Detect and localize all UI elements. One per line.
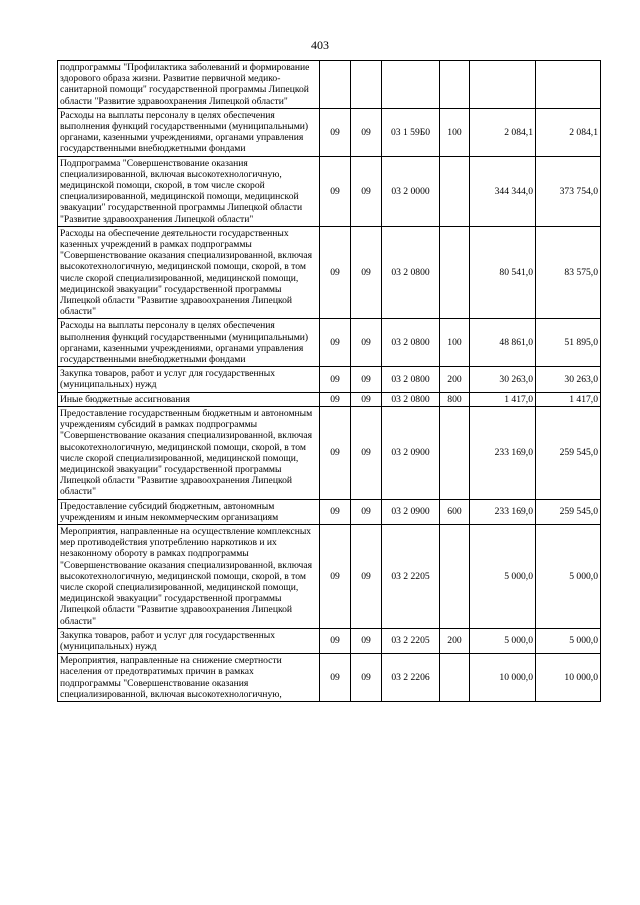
- row-name: подпрограммы "Профилактика заболеваний и формирование здорового образа жизни. Развитие первичной медико-санитарной помощи" государственной программы Липецкой области "Развитие здравоохранения Липецкой области": [58, 61, 320, 109]
- section-code: 09: [320, 392, 351, 406]
- amount-year-1: 80 541,0: [470, 226, 536, 319]
- section-code: 09: [320, 406, 351, 499]
- table-row: [58, 226, 601, 319]
- subsection-code: 09: [351, 499, 382, 524]
- target-article-code: 03 2 2205: [382, 628, 440, 653]
- table-row: [58, 61, 601, 109]
- subsection-code: 09: [351, 319, 382, 367]
- table-row: [58, 499, 601, 524]
- expense-type-code: 100: [440, 319, 470, 367]
- target-article-code: 03 2 0800: [382, 392, 440, 406]
- row-name: Мероприятия, направленные на осуществление комплексных мер противодействия употреблению наркотиков и их незаконному обороту в рамках подпрограммы "Совершенствование оказания специализированной, включая высокотехнологичную, медицинской помощи, скорой, в том числе скорой специализированной, медицинской помощи, медицинской эвакуации" государственной программы Липецкой области "Развитие здравоохранения Липецкой области": [58, 524, 320, 628]
- row-name: Предоставление субсидий бюджетным, автономным учреждениям и иным некоммерческим организациям: [58, 499, 320, 524]
- target-article-code: [382, 61, 440, 109]
- amount-year-1: 233 169,0: [470, 499, 536, 524]
- row-name: Закупка товаров, работ и услуг для государственных (муниципальных) нужд: [58, 628, 320, 653]
- expense-type-code: 800: [440, 392, 470, 406]
- section-code: 09: [320, 108, 351, 156]
- amount-year-1: 48 861,0: [470, 319, 536, 367]
- section-code: 09: [320, 226, 351, 319]
- section-code: 09: [320, 367, 351, 392]
- subsection-code: 09: [351, 156, 382, 226]
- expense-type-code: [440, 524, 470, 628]
- section-code: [320, 61, 351, 109]
- amount-year-1: 233 169,0: [470, 406, 536, 499]
- subsection-code: [351, 61, 382, 109]
- section-code: 09: [320, 499, 351, 524]
- row-name: Закупка товаров, работ и услуг для государственных (муниципальных) нужд: [58, 367, 320, 392]
- expense-type-code: 200: [440, 628, 470, 653]
- row-name: Предоставление государственным бюджетным и автономным учреждениям субсидий в рамках подпрограммы "Совершенствование оказания специализированной, включая высокотехнологичную, медицинской помощи, скорой, в том числе скорой специализированной, медицинской помощи, медицинской эвакуации" государственной программы Липецкой области "Развитие здравоохранения Липецкой области": [58, 406, 320, 499]
- amount-year-1: 2 084,1: [470, 108, 536, 156]
- target-article-code: 03 2 0800: [382, 226, 440, 319]
- amount-year-2: 259 545,0: [536, 406, 601, 499]
- target-article-code: 03 2 2206: [382, 654, 440, 702]
- expense-type-code: [440, 61, 470, 109]
- page-number: 403: [311, 38, 329, 52]
- amount-year-1: 30 263,0: [470, 367, 536, 392]
- amount-year-2: 5 000,0: [536, 524, 601, 628]
- amount-year-1: 344 344,0: [470, 156, 536, 226]
- amount-year-1: [470, 61, 536, 109]
- table-row: [58, 406, 601, 499]
- expense-type-code: [440, 654, 470, 702]
- budget-table: [57, 60, 601, 702]
- amount-year-1: 1 417,0: [470, 392, 536, 406]
- expense-type-code: [440, 226, 470, 319]
- amount-year-2: [536, 61, 601, 109]
- table-row: [58, 392, 601, 406]
- section-code: 09: [320, 628, 351, 653]
- table-row: [58, 156, 601, 226]
- amount-year-2: 5 000,0: [536, 628, 601, 653]
- amount-year-1: 5 000,0: [470, 628, 536, 653]
- subsection-code: 09: [351, 524, 382, 628]
- table-row: [58, 319, 601, 367]
- subsection-code: 09: [351, 108, 382, 156]
- expense-type-code: [440, 156, 470, 226]
- section-code: 09: [320, 156, 351, 226]
- subsection-code: 09: [351, 367, 382, 392]
- amount-year-2: 83 575,0: [536, 226, 601, 319]
- subsection-code: 09: [351, 654, 382, 702]
- row-name: Подпрограмма "Совершенствование оказания специализированной, включая высокотехнологичную, медицинской помощи, скорой, в том числе скорой специализированной, медицинской помощи, медицинской эвакуации" государственной программы Липецкой области "Развитие здравоохранения Липецкой области": [58, 156, 320, 226]
- expense-type-code: 100: [440, 108, 470, 156]
- subsection-code: 09: [351, 628, 382, 653]
- target-article-code: 03 2 2205: [382, 524, 440, 628]
- target-article-code: 03 2 0800: [382, 319, 440, 367]
- row-name: Расходы на обеспечение деятельности государственных казенных учреждений в рамках подпрограммы "Совершенствование оказания специализированной, включая высокотехнологичную, медицинской помощи, скорой, в том числе скорой специализированной, медицинской помощи, медицинской эвакуации" государственной программы Липецкой области "Развитие здравоохранения Липецкой области": [58, 226, 320, 319]
- target-article-code: 03 2 0800: [382, 367, 440, 392]
- amount-year-2: 1 417,0: [536, 392, 601, 406]
- target-article-code: 03 2 0900: [382, 406, 440, 499]
- table-row: [58, 654, 601, 702]
- amount-year-1: 10 000,0: [470, 654, 536, 702]
- row-name: Иные бюджетные ассигнования: [58, 392, 320, 406]
- section-code: 09: [320, 524, 351, 628]
- table-row: [58, 367, 601, 392]
- amount-year-2: 2 084,1: [536, 108, 601, 156]
- amount-year-2: 10 000,0: [536, 654, 601, 702]
- amount-year-2: 373 754,0: [536, 156, 601, 226]
- row-name: Расходы на выплаты персоналу в целях обеспечения выполнения функций государственными (муниципальными) органами, казенными учреждениями, органами управления государственными внебюджетными фондами: [58, 319, 320, 367]
- subsection-code: 09: [351, 406, 382, 499]
- amount-year-2: 259 545,0: [536, 499, 601, 524]
- budget-table-body: [58, 61, 601, 702]
- table-row: [58, 524, 601, 628]
- section-code: 09: [320, 319, 351, 367]
- subsection-code: 09: [351, 226, 382, 319]
- row-name: Расходы на выплаты персоналу в целях обеспечения выполнения функций государственными (муниципальными) органами, казенными учреждениями, органами управления государственными внебюджетными фондами: [58, 108, 320, 156]
- table-row: [58, 108, 601, 156]
- subsection-code: 09: [351, 392, 382, 406]
- target-article-code: 03 2 0900: [382, 499, 440, 524]
- amount-year-2: 30 263,0: [536, 367, 601, 392]
- table-row: [58, 628, 601, 653]
- expense-type-code: [440, 406, 470, 499]
- target-article-code: 03 2 0000: [382, 156, 440, 226]
- amount-year-1: 5 000,0: [470, 524, 536, 628]
- expense-type-code: 600: [440, 499, 470, 524]
- row-name: Мероприятия, направленные на снижение смертности населения от предотвратимых причин в рамках подпрограммы "Совершенствование оказания специализированной, включая высокотехнологичную,: [58, 654, 320, 702]
- expense-type-code: 200: [440, 367, 470, 392]
- amount-year-2: 51 895,0: [536, 319, 601, 367]
- target-article-code: 03 1 59Б0: [382, 108, 440, 156]
- section-code: 09: [320, 654, 351, 702]
